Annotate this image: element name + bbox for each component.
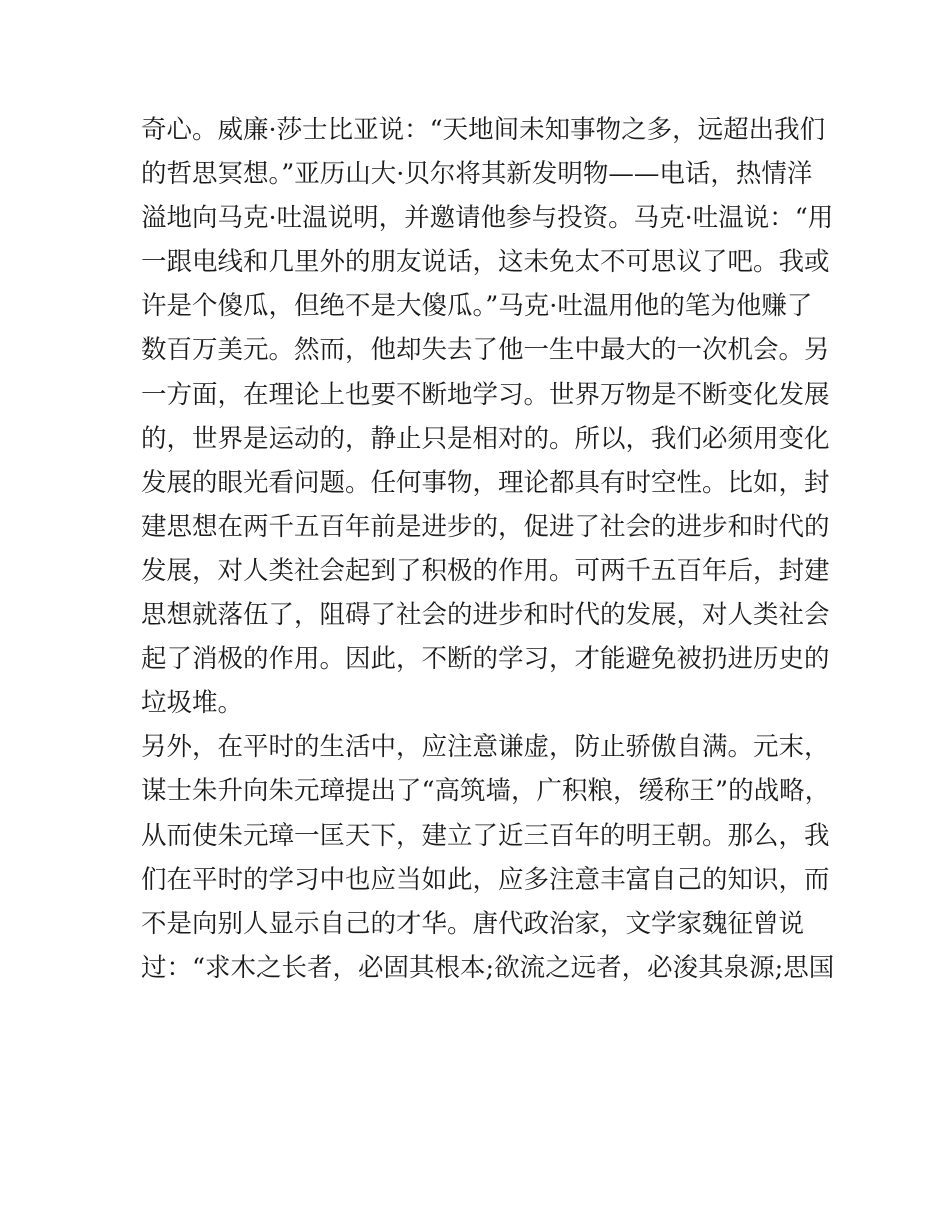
text-line: 们在平时的学习中也应当如此，应多注意丰富自己的知识，而: [141, 864, 830, 895]
text-line: 过：“求木之长者，必固其根本;欲流之远者，必浚其泉源;思国: [141, 952, 835, 983]
text-line: 思想就落伍了，阻碍了社会的进步和时代的发展，对人类社会: [141, 600, 830, 631]
text-line: 建思想在两千五百年前是进步的，促进了社会的进步和时代的: [141, 511, 830, 542]
text-line: 的哲思冥想。”亚历山大·贝尔将其新发明物——电话，热情洋: [141, 159, 813, 190]
text-line: 从而使朱元璋一匡天下，建立了近三百年的明王朝。那么，我: [141, 820, 830, 851]
text-line: 起了消极的作用。因此，不断的学习，才能避免被扔进历史的: [141, 644, 830, 675]
text-line: 许是个傻瓜，但绝不是大傻瓜。”马克·吐温用他的笔为他赚了: [141, 291, 813, 322]
text-line: 溢地向马克·吐温说明，并邀请他参与投资。马克·吐温说：“用: [141, 203, 834, 234]
text-line: 不是向别人显示自己的才华。唐代政治家，文学家魏征曾说: [141, 908, 805, 939]
body-text: [141, 108, 835, 990]
text-line: 数百万美元。然而，他却失去了他一生中最大的一次机会。另: [141, 335, 830, 366]
text-line: 另外，在平时的生活中，应注意谦虚，防止骄傲自满。元末，: [141, 732, 830, 763]
text-line: 的，世界是运动的，静止只是相对的。所以，我们必须用变化: [141, 423, 830, 454]
text-line: 一跟电线和几里外的朋友说话，这未免太不可思议了吧。我或: [141, 247, 830, 278]
text-line: 一方面，在理论上也要不断地学习。世界万物是不断变化发展: [141, 379, 830, 410]
text-line: 奇心。威廉·莎士比亚说：“天地间未知事物之多，远超出我们: [141, 115, 826, 145]
text-line: 发展的眼光看问题。任何事物，理论都具有时空性。比如，封: [141, 467, 830, 498]
text-line: 谋士朱升向朱元璋提出了“高筑墙，广积粮，缓称王”的战略，: [141, 776, 831, 807]
text-line: 垃圾堆。: [141, 688, 244, 719]
text-line: 发展，对人类社会起到了积极的作用。可两千五百年后，封建: [141, 555, 830, 586]
